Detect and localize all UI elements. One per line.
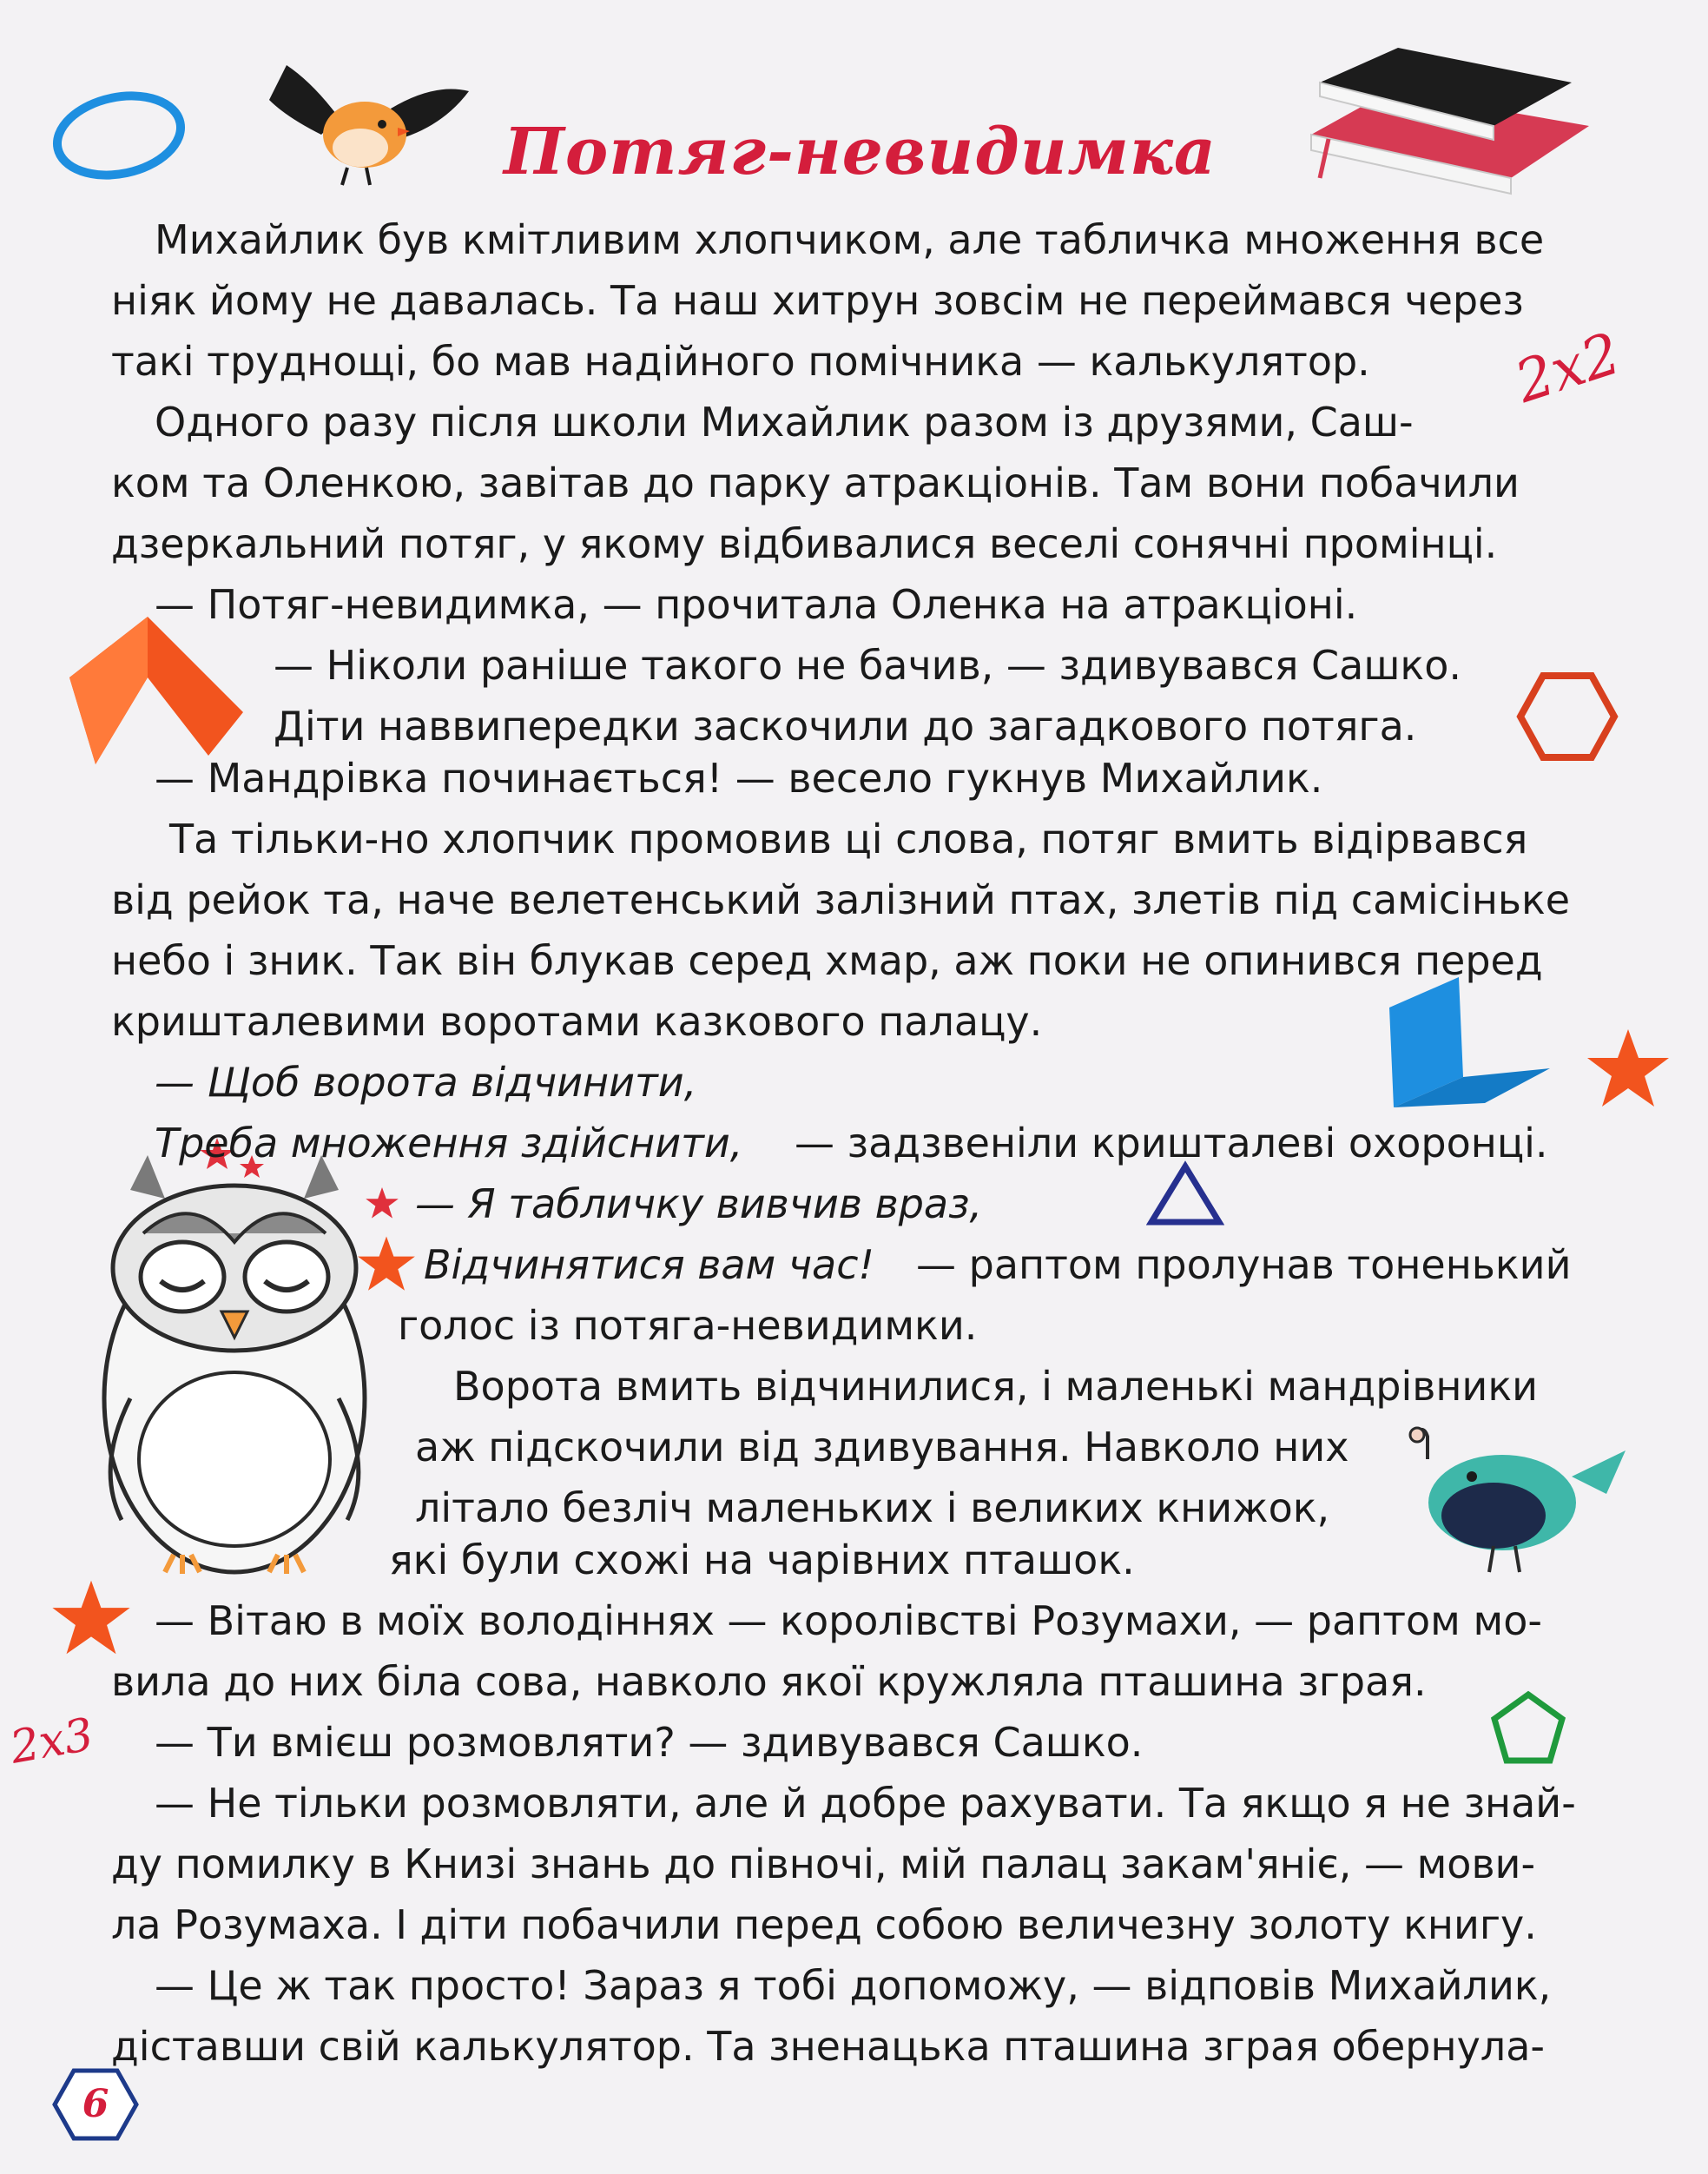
text-line: ком та Оленкою, завітав до парку атракціонів. Там вони побачили xyxy=(111,459,1520,506)
orange-star xyxy=(1585,1025,1672,1112)
text-line: — Щоб ворота відчинити, xyxy=(155,1059,697,1106)
page-title: Потяг-невидимка xyxy=(504,115,1217,189)
text-line: такі труднощі, бо мав надійного помічника — калькулятор. xyxy=(111,338,1370,385)
text-line: які були схожі на чарівних пташок. xyxy=(389,1536,1135,1583)
teal-bird-illustration xyxy=(1398,1416,1632,1589)
text-line: аж підскочили від здивування. Навколо них xyxy=(415,1424,1349,1470)
text-line: — Це ж так просто! Зараз я тобі допоможу, — відповів Михайлик, xyxy=(155,1962,1552,2009)
triangle-outline xyxy=(1146,1160,1224,1229)
text-line: Ворота вмить відчинилися, і маленькі мандрівники xyxy=(453,1363,1539,1410)
text-line: кришталевими воротами казкового палацу. xyxy=(111,998,1043,1045)
text-line: дзеркальний потяг, у якому відбивалися веселі сонячні промінці. xyxy=(111,520,1498,567)
text-line: ла Розумаха. І діти побачили перед собою величезну золоту книгу. xyxy=(111,1901,1537,1948)
text-line: — раптом пролунав тоненький xyxy=(916,1241,1572,1288)
text-line: від рейок та, наче велетенський залізний птах, злетів під самісіньке xyxy=(111,876,1571,923)
text-line: — Вітаю в моїх володіннях — королівстві Розумахи, — раптом мо- xyxy=(155,1597,1542,1644)
text-line: Треба множення здійснити, xyxy=(155,1120,743,1166)
stack-of-books xyxy=(1294,39,1615,204)
math-note-2x2: 2x2 xyxy=(1507,320,1629,416)
text-line: вила до них біла сова, навколо якої кружляла пташина зграя. xyxy=(111,1658,1427,1705)
text-line: голос із потяга-невидимки. xyxy=(398,1302,978,1349)
text-line: Та тільки-но хлопчик промовив ці слова, потяг вмить відірвався xyxy=(169,816,1528,862)
math-note-2x3: 2x3 xyxy=(6,1708,97,1774)
text-line: — Потяг-невидимка, — прочитала Оленка на атракціоні. xyxy=(155,581,1358,628)
text-line: — задзвеніли кришталеві охоронці. xyxy=(795,1120,1548,1166)
flying-bird-illustration xyxy=(252,48,478,195)
text-line: — Ніколи раніше такого не бачив, — здивувався Сашко. xyxy=(274,642,1461,689)
text-line: — Мандрівка починається! — весело гукнув Михайлик. xyxy=(155,755,1323,802)
text-line: діставши свій калькулятор. Та зненацька пташина зграя обернула- xyxy=(111,2023,1545,2070)
blue-ring xyxy=(48,78,195,191)
red-star xyxy=(356,1233,417,1294)
orange-star-left xyxy=(48,1576,135,1659)
text-line: — Не тільки розмовляти, але й добре рахувати. Та якщо я не знай- xyxy=(155,1780,1576,1827)
text-line: ду помилку в Книзі знань до півночі, мій палац закам'яніє, — мови- xyxy=(111,1840,1536,1887)
text-line: Одного разу після школи Михайлик разом із друзями, Саш- xyxy=(155,399,1414,446)
text-line: Михайлик був кмітливим хлопчиком, але табличка множення все xyxy=(155,216,1545,263)
text-line: — Ти вмієш розмовляти? — здивувався Сашко. xyxy=(155,1719,1144,1766)
hexagon-outline xyxy=(1515,669,1619,764)
page-number-badge xyxy=(52,2067,139,2142)
text-line: небо і зник. Так він блукав серед хмар, аж поки не опинився перед xyxy=(111,937,1543,984)
owl-illustration xyxy=(78,1138,391,1581)
text-line: літало безліч маленьких і великих книжок, xyxy=(415,1484,1330,1531)
text-line: — Я табличку вивчив враз, xyxy=(415,1180,983,1227)
pentagon-outline xyxy=(1489,1689,1567,1768)
orange-folded-paper xyxy=(61,608,252,773)
blue-folded-paper xyxy=(1381,973,1554,1112)
page-number: 6 xyxy=(82,2082,109,2126)
text-line: Відчинятися вам час! xyxy=(424,1241,874,1288)
text-line: ніяк йому не давалась. Та наш хитрун зовсім не переймався через xyxy=(111,277,1524,324)
text-line: Діти наввипередки заскочили до загадкового потяга. xyxy=(274,703,1417,750)
small-red-star xyxy=(365,1186,399,1220)
